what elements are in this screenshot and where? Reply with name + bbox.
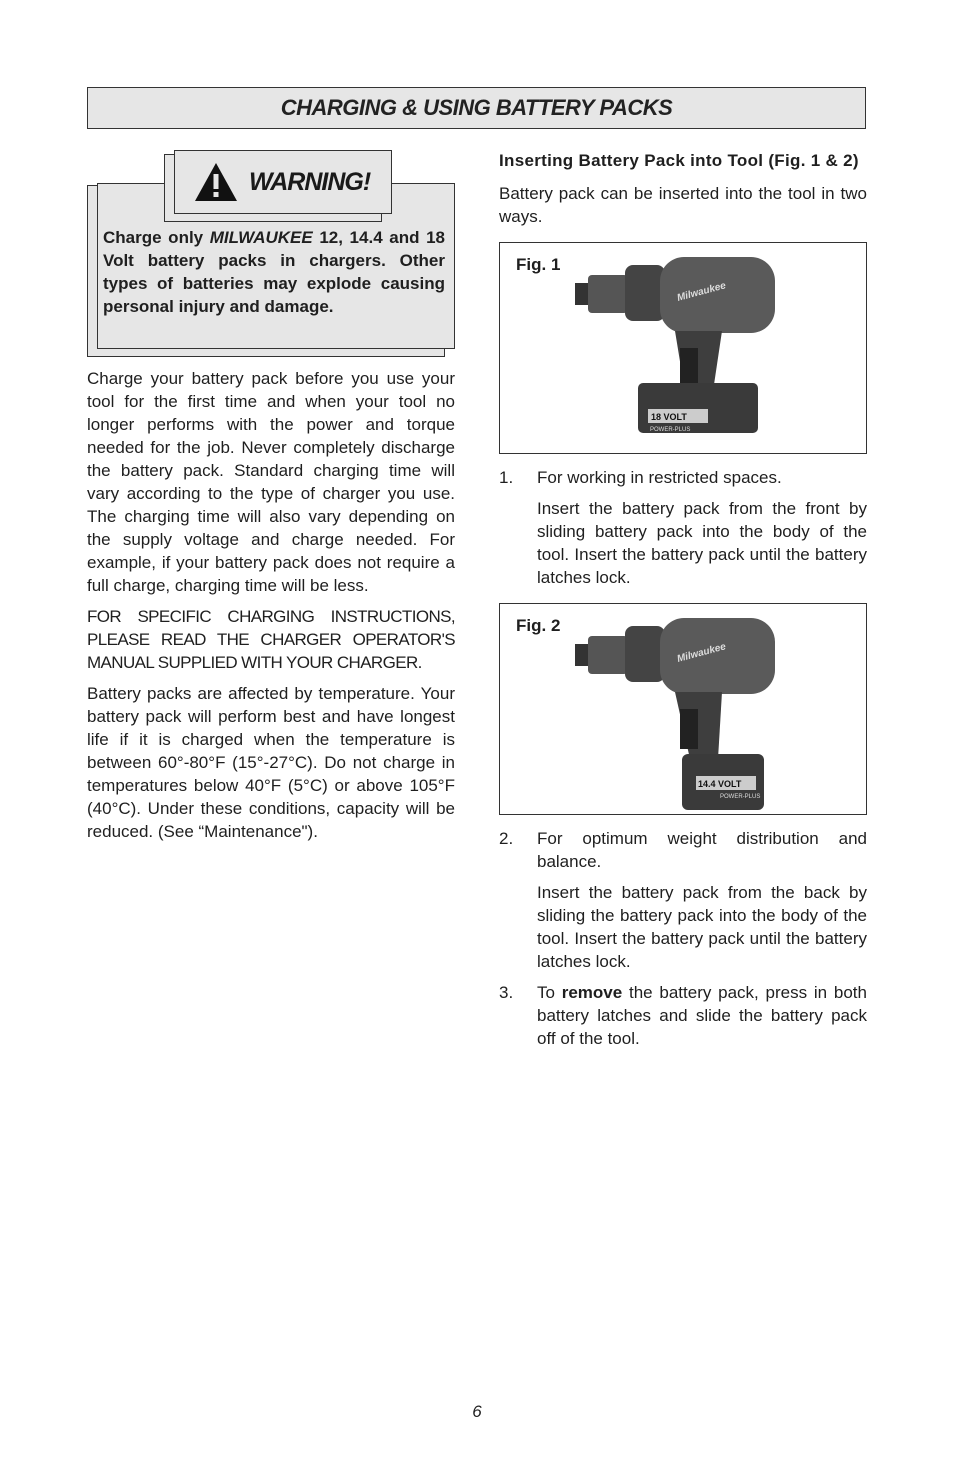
figure-2-label: Fig. 2	[516, 616, 561, 635]
fig2-battery-brand: POWER-PLUS	[720, 794, 761, 800]
fig2-brand: Milwaukee	[675, 641, 728, 665]
figure-2	[499, 603, 867, 815]
figure-1-label: Fig. 1	[516, 255, 561, 274]
warning-triangle-icon	[193, 161, 239, 203]
inserting-subheading: Inserting Battery Pack into Tool (Fig. 1 & 2)	[499, 151, 859, 170]
list-item-1-detail: Insert the battery pack from the front by sliding battery pack into the body of the tool. Insert the battery pack until the battery latches lock.	[537, 499, 867, 587]
figure-1	[499, 242, 867, 454]
list-item-3: 3. To remove the battery pack, press in both battery latches and slide the battery pack off of the tool.	[499, 983, 867, 1048]
fig2-battery-label: 14.4 VOLT	[698, 779, 742, 789]
section-header	[87, 87, 866, 129]
charger-manual-notice: FOR SPECIFIC CHARGING INSTRUCTIONS, PLEASE READ THE CHARGER OPERATOR'S MANUAL SUPPLIED WITH YOUR CHARGER.	[87, 607, 455, 672]
list-item-1: 1. For working in restricted spaces.	[499, 468, 782, 487]
list-item-2: 2. For optimum weight distribution and balance.	[499, 829, 867, 871]
warning-tab	[174, 150, 392, 214]
warning-text: Charge only MILWAUKEE 12, 14.4 and 18 Volt battery packs in chargers. Other types of batteries may explode causing personal injury and damage.	[103, 228, 445, 316]
fig1-battery-label: 18 VOLT	[651, 412, 687, 422]
fig1-brand: Milwaukee	[675, 280, 728, 304]
left-body	[87, 367, 455, 851]
warning-title: WARNING!	[249, 167, 371, 196]
temperature-paragraph: Battery packs are affected by temperature. Your battery pack will perform best and have longest life if it is charged when the temperature is between 60°-80°F (15°-27°C). Do not charge in temperatures below 40°F (5°C) or above 105°F (40°C). Under these conditions, capacity will be reduced. (See “Maintenance").	[87, 684, 455, 841]
brand-name: MILWAUKEE	[209, 228, 313, 247]
fig1-battery-brand: POWER-PLUS	[650, 427, 691, 433]
warning-box	[87, 150, 455, 360]
drill-front-battery-image	[500, 243, 866, 453]
right-column	[499, 150, 867, 1058]
drill-back-battery-image	[500, 604, 866, 814]
charging-paragraph: Charge your battery pack before you use your tool for the first time and when your tool no longer performs with the power and torque needed for the job. Never completely discharge the battery pack. Standard charging time will vary according to the type of charger you use. The charging time will also vary depending on the supply voltage and charge needed. For example, if your battery pack does not require a full charge, charging time will be less.	[87, 369, 455, 595]
page-number: 6	[472, 1402, 482, 1421]
inserting-intro: Battery pack can be inserted into the tool in two ways.	[499, 184, 867, 226]
remove-emphasis: remove	[561, 983, 623, 1002]
list-item-2-detail: Insert the battery pack from the back by sliding the battery pack into the body of the tool. Insert the battery pack until the battery latches lock.	[537, 883, 867, 971]
section-title: CHARGING & USING BATTERY PACKS	[280, 95, 673, 120]
left-column	[87, 150, 455, 841]
